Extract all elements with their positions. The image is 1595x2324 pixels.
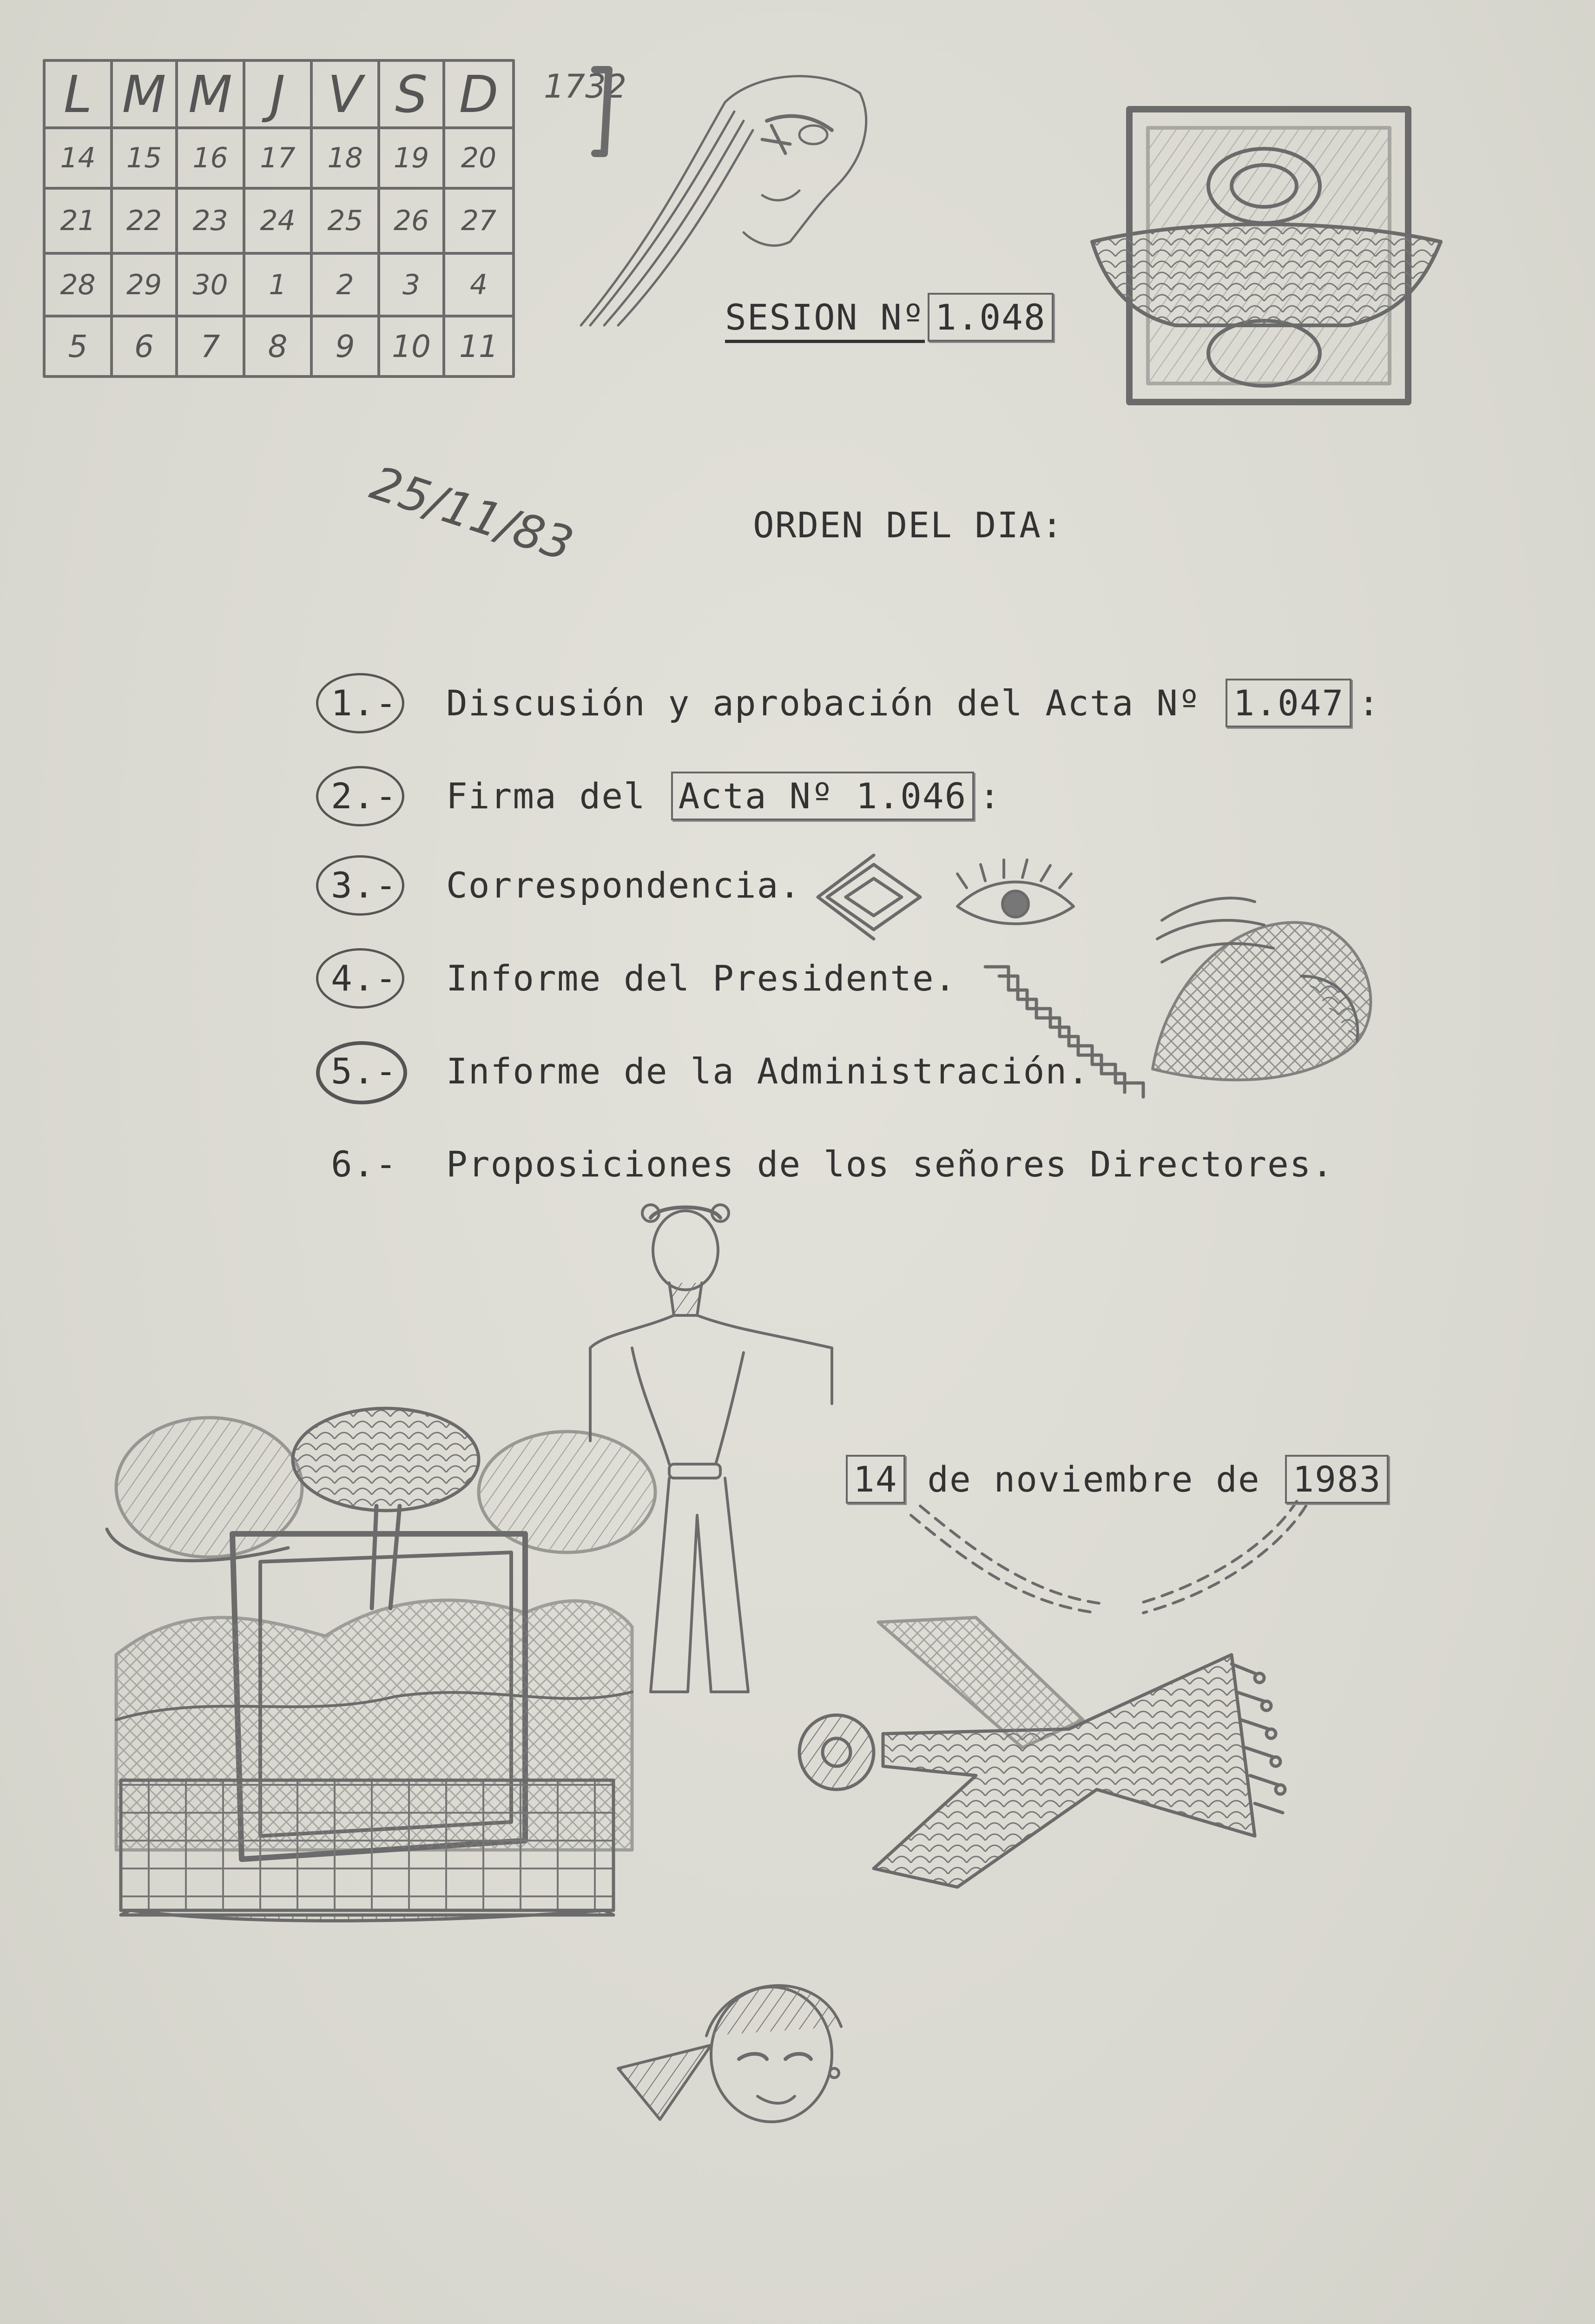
agenda-item	[325, 772, 1380, 865]
agenda-item-text: Proposiciones de los señores Directores.	[446, 1143, 1334, 1185]
hair-face-doodle	[581, 76, 866, 325]
girl-face-doodle	[618, 1986, 841, 2122]
calendar-day-cell: 15	[126, 142, 162, 174]
session-number: 1.048	[928, 293, 1054, 342]
agenda-item-number: 2.-	[331, 775, 398, 817]
calendar-day-cell: 28	[60, 268, 96, 301]
calendar-day-cell: 22	[126, 205, 162, 237]
agenda-item-number-wrap	[325, 957, 446, 999]
agenda-item-number-wrap	[325, 865, 446, 906]
dashed-connector	[911, 1501, 1306, 1613]
calendar-week-row	[44, 128, 514, 188]
calendar-day-cell: 26	[393, 205, 429, 237]
calendar-header-cell: M	[188, 64, 232, 124]
landscape-doodle	[107, 1408, 655, 1921]
calendar-day-cell: 29	[126, 268, 162, 301]
calendar-header-cell: V	[327, 64, 363, 124]
calendar-day-cell: 5	[68, 328, 88, 364]
agenda-item-text: Correspondencia.	[446, 865, 802, 906]
agenda-item-number-wrap	[325, 1143, 446, 1185]
agenda-item	[325, 679, 1380, 772]
date-day: 14	[846, 1455, 905, 1504]
calendar-day-cell: 3	[402, 268, 421, 301]
calendar-header-cell: M	[122, 64, 166, 124]
calendar-day-cell: 30	[192, 268, 228, 301]
agenda-item-number: 3.-	[331, 865, 398, 906]
agenda-item-number-wrap	[325, 1050, 446, 1092]
handwritten-date: 25/11/83	[364, 456, 580, 572]
agenda-item-number-wrap	[325, 775, 446, 817]
meeting-date	[846, 1455, 1389, 1504]
agenda-item-suffix: :	[979, 775, 1002, 817]
calendar-week-row	[44, 316, 514, 376]
calendar-header-row	[44, 60, 514, 128]
calendar-day-cell: 14	[60, 142, 96, 174]
calendar-day-cell: 25	[327, 205, 363, 237]
agenda-item-number: 1.-	[331, 682, 398, 724]
agenda-item-boxed: Acta Nº 1.046	[671, 772, 975, 820]
calendar-day-cell: 16	[192, 142, 228, 174]
calendar-header-cell: L	[63, 64, 92, 124]
calendar-day-cell: 10	[392, 328, 431, 364]
calendar-week-row	[44, 188, 514, 253]
calendar-day-cell: 6	[134, 328, 154, 364]
calendar-day-cell: 17	[260, 142, 296, 174]
agenda-item-number: 4.-	[331, 957, 398, 999]
agenda-item-number-wrap	[325, 682, 446, 724]
framed-pattern-doodle	[1092, 109, 1441, 402]
calendar-day-cell: 1	[269, 268, 287, 301]
calendar-day-cell: 4	[469, 268, 488, 301]
calendar-day-cell: 11	[459, 328, 498, 364]
agenda-list	[325, 679, 1380, 1236]
calendar-side-note: 1732	[544, 67, 627, 106]
agenda-item	[325, 865, 1380, 957]
calendar-day-cell: 19	[393, 142, 429, 174]
session-title	[725, 293, 1054, 342]
calendar-day-cell: 23	[192, 205, 228, 237]
agenda-item-boxed: 1.047	[1226, 679, 1351, 727]
calendar	[44, 60, 514, 376]
calendar-day-cell: 20	[461, 142, 497, 174]
calendar-week-row	[44, 253, 514, 316]
agenda-item	[325, 957, 1380, 1050]
agenda-item-text: Firma del	[446, 775, 668, 817]
agenda-item	[325, 1143, 1380, 1236]
agenda-heading: ORDEN DEL DIA:	[753, 504, 1064, 546]
calendar-day-cell: 7	[200, 328, 220, 364]
session-label: SESION Nº	[725, 297, 925, 343]
agenda-item-number: 6.-	[331, 1143, 398, 1185]
calendar-header-cell: D	[459, 64, 499, 124]
agenda-item	[325, 1050, 1380, 1143]
calendar-header-cell: S	[395, 64, 428, 124]
agenda-item-text: Discusión y aprobación del Acta Nº	[446, 682, 1223, 724]
patterned-figure-doodle	[799, 1618, 1285, 1887]
calendar-day-cell: 18	[327, 142, 363, 174]
date-year: 1983	[1285, 1455, 1389, 1504]
agenda-item-suffix: :	[1358, 682, 1381, 724]
agenda-item-text: Informe del Presidente.	[446, 957, 957, 999]
agenda-item-text: Informe de la Administración.	[446, 1050, 1090, 1092]
calendar-day-cell: 9	[335, 328, 355, 364]
calendar-day-cell: 2	[336, 268, 354, 301]
calendar-header-cell: J	[270, 64, 285, 124]
calendar-day-cell: 24	[260, 205, 296, 237]
calendar-day-cell: 8	[268, 328, 288, 364]
calendar-day-cell: 21	[60, 205, 96, 237]
agenda-item-number: 5.-	[331, 1050, 398, 1092]
calendar-day-cell: 27	[461, 205, 497, 237]
date-middle: de noviembre de	[905, 1459, 1283, 1500]
